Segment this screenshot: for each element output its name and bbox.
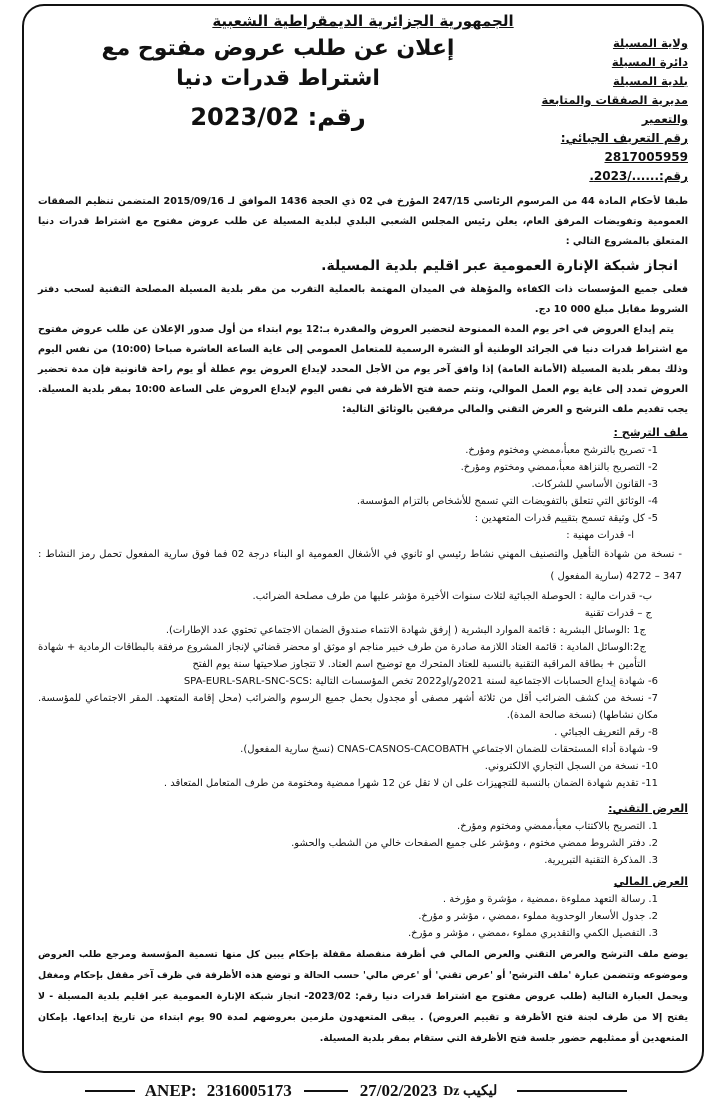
list-item: 1. رسالة التعهد مملوءة ،ممضية ، مؤشرة و مؤرخة .: [442, 894, 658, 905]
list-item: 1. التصريح بالاكتتاب معبأ،ممضي ومختوم ومؤرخ.: [457, 821, 658, 832]
divider: [304, 1090, 348, 1092]
intro-paragraph: طبقا لأحكام المادة 44 من المرسوم الرئاسي 247/15 المؤرخ في 02 ذي الحجة 1436 الموافق لـ 2015/09/16 المتضمن تنظيم الصفقات العمومية وتفويضات المرفق العام، يعلن رئيس المجلس الشعبي البلدي لبلدية المسيلة عن طلب عروض مفتوح مع اشتراط قدرات دنيا المتعلق بالمشروع التالي :: [38, 196, 688, 247]
list-item: ج2:الوسائل المادية : قائمة العتاد اللازمة صادرة من طرف خبير مناجم او موثق او محضر قضائي لإنجاز المشروع مرفقة بالبطاقات الرمادية + شهادة التأمين + بطاقة المراقبة التقنية بالنسبة للعتاد المتحرك مع توضيح اسم العتاد. لا تتجاوز صلاحيتها سنة يوم الفتح: [38, 642, 646, 670]
publication-date: 27/02/2023: [359, 1081, 438, 1100]
list-item: ج – قدرات تقنية: [584, 608, 652, 619]
list-item: 9- شهادة أداء المستحقات للضمان الاجتماعي CNAS-CASNOS-CACOBATH (نسخ سارية المفعول).: [240, 744, 658, 755]
candidature-list-continued: [38, 673, 658, 792]
list-item: 5- كل وثيقة تسمح بتقييم قدرات المتعهدين :: [474, 513, 658, 524]
list-item: ب- قدرات مالية : الحوصلة الجبائية لثلاث سنوات الأخيرة مؤشر عليها من طرف مصلحة الضرائب.: [252, 591, 652, 602]
issuing-authority: [498, 34, 688, 186]
wilaya: ولاية المسيلة: [612, 36, 688, 50]
publication-footer: [0, 1081, 712, 1107]
list-item: - نسخة من شهادة التأهيل والتصنيف المهني نشاط رئيسي او ثانوي في الأشغال العمومية او البناء درجة 02 فما فوق سارية المفعول تحمل رمز النشاط : 347 – 4272 (سارية المفعول ): [38, 549, 682, 582]
technical-offer-list: [38, 818, 658, 869]
announcement-title: إعلان عن طلب عروض مفتوح مع اشتراط قدرات دنيا: [101, 36, 455, 91]
list-item: ا- قدرات مهنية :: [566, 530, 634, 541]
financial-offer-heading: العرض المالي: [613, 875, 688, 888]
republic-text: الجمهورية الجزائرية الديمقراطية الشعبية: [212, 12, 514, 30]
paragraph: فعلى جميع المؤسسات ذات الكفاءة والمؤهلة في الميدان المهتمة بالعملية التقرب من مقر بلدية المسيلة المصلحة التقنية لسحب دفتر الشروط مقابل مبلغ 000 10 دج.: [38, 284, 688, 315]
list-item: 11- تقديم شهادة الضمان بالنسبة للتجهيزات على ان لا تقل عن 12 شهرا ممضية ومختومة من طرف المتعامل المتعاقد .: [163, 778, 658, 789]
document-border: [22, 4, 704, 1073]
tax-id: رقم التعريف الجبائي: 2817005959: [560, 131, 688, 164]
project-title: انجاز شبكة الإنارة العمومية عبر اقليم بلدية المسيلة.: [321, 258, 678, 274]
list-item: 2. جدول الأسعار الوحدوية مملوء ،ممضي ، مؤشر و مؤرخ.: [418, 911, 658, 922]
list-item: 3. التفصيل الكمي والتقديري مملوء ،ممضي ، مؤشر و مؤرخ.: [407, 928, 658, 939]
list-item: 7- نسخة من كشف الضرائب أقل من ثلاثة أشهر مصفى أو مجدول بحمل جميع الرسوم والضرائب (محل إقامة المتعهد. المقر الاجتماعي للمؤسسة. مكان نشاطها) (نسخة صالحة المدة).: [38, 693, 658, 721]
list-item: 2- التصريح بالنزاهة معبأ،ممضي ومختوم ومؤرخ.: [460, 462, 658, 473]
list-item: 1- تصريح بالترشح معبأ،ممضي ومختوم ومؤرخ.: [465, 445, 658, 456]
closing-paragraph: يوضع ملف الترشح والعرض التقني والعرض المالي في أظرفة منفصلة مقفلة بإحكام يبين كل منها تسمية المؤسسة ومرجع طلب العروض وموضوعه وتتضمن عبارة 'ملف الترشح' أو 'عرض تقني' أو 'عرض مالي' حسب الحالة و توضع هذه الأظرفة في ظرف آخر مقفل بإحكام ومغفل ويحمل العبارة التالية (طلب عروض مفتوح مع اشتراط قدرات دنيا رقم: 2023/02- انجاز شبكة الإنارة العمومية عبر اقليم بلدية المسيلة - لا يفتح إلا من طرف لجنة فتح الأظرفة و تقييم العروض) . يبقى المتعهدون ملزمين بعروضهم لمدة 90 يوم ابتداء من تاريخ إيداعها. بإمكان المتعهدين أو ممثليهم حضور جلسة فتح الأظرفة التي ستقام بمقر بلدية المسيلة.: [38, 949, 689, 1044]
directorate: مديرية الصفقات والمتابعة والتعمير: [541, 93, 688, 126]
divider: [517, 1090, 627, 1092]
list-item: 4- الوثائق التي تتعلق بالتفويضات التي تسمح للأشخاص بالتزام المؤسسة.: [356, 496, 658, 507]
technical-offer-heading: العرض التقني:: [608, 802, 688, 815]
financial-offer-list: [38, 891, 658, 942]
list-item: 8- رقم التعريف الجبائي .: [554, 727, 658, 738]
daira: دائرة المسيلة: [611, 55, 688, 69]
anep-label: ANEP:: [144, 1081, 197, 1100]
title-block: [38, 34, 498, 134]
list-item: 10- نسخة من السجل التجاري الالكتروني.: [484, 761, 658, 772]
newspaper-mark: Dz ليكيب: [443, 1083, 498, 1099]
anep-number: 2316005173: [206, 1081, 292, 1100]
commune: بلدية المسيلة: [613, 74, 688, 88]
list-item: 3. المذكرة التقنية التبريرية.: [544, 855, 658, 866]
divider: [85, 1090, 135, 1092]
document-body: [38, 192, 688, 1049]
list-item: 2. دفتر الشروط ممضي مختوم ، ومؤشر على جميع الصفحات خالي من الشطب والحشو.: [291, 838, 658, 849]
header-row: [38, 34, 688, 186]
candidature-heading: ملف الترشح :: [613, 426, 688, 439]
reference-number: رقم:....../2023.: [589, 169, 688, 183]
list-item: 6- شهادة إيداع الحسابات الاجتماعية لسنة 2021و/او2022 تخص المؤسسات التالية :SPA-EURL-SARL-SNC-SCS: [183, 676, 658, 687]
candidature-list: [38, 442, 658, 527]
capacities-list: [38, 527, 682, 673]
list-item: 3- القانون الأساسي للشركات.: [531, 479, 658, 490]
republic-heading: [38, 12, 688, 30]
list-item: ج1 :الوسائل البشرية : قائمة الموارد البشرية ( إرفق شهادة الانتماء صندوق الضمان الاجتماعي تحتوي عدد الإطارات).: [165, 625, 646, 636]
announcement-number: رقم: 2023/02: [190, 103, 366, 131]
paragraph: يتم إيداع العروض في اخر يوم المدة الممنوحة لتحضير العروض والمقدرة بـ:12 يوم ابتداء من أول صدور الإعلان عن طلب عروض مفتوح مع اشتراط قدرات دنيا في الجرائد الوطنية أو النشرة الرسمية للمتعامل العمومي إلى غاية الساعة العاشرة صباحا (10:00) من نفس اليوم وذلك بمقر بلدية المسيلة (الأمانة العامة) إذا وافق آخر يوم من الأجل المحدد لإيداع العروض يوم عطلة أو يوم راحة قانونية فإن مدة تحضير العروض تمدد إلى غاية يوم العمل الموالي، وتتم حصة فتح الأظرفة في نفس اليوم لإيداع العروض على الساعة 10:00 بمقر بلدية المسيلة. يجب تقديم ملف الترشح و العرض التقني والمالي مرفقين بالوثائق التالية:: [38, 324, 688, 415]
